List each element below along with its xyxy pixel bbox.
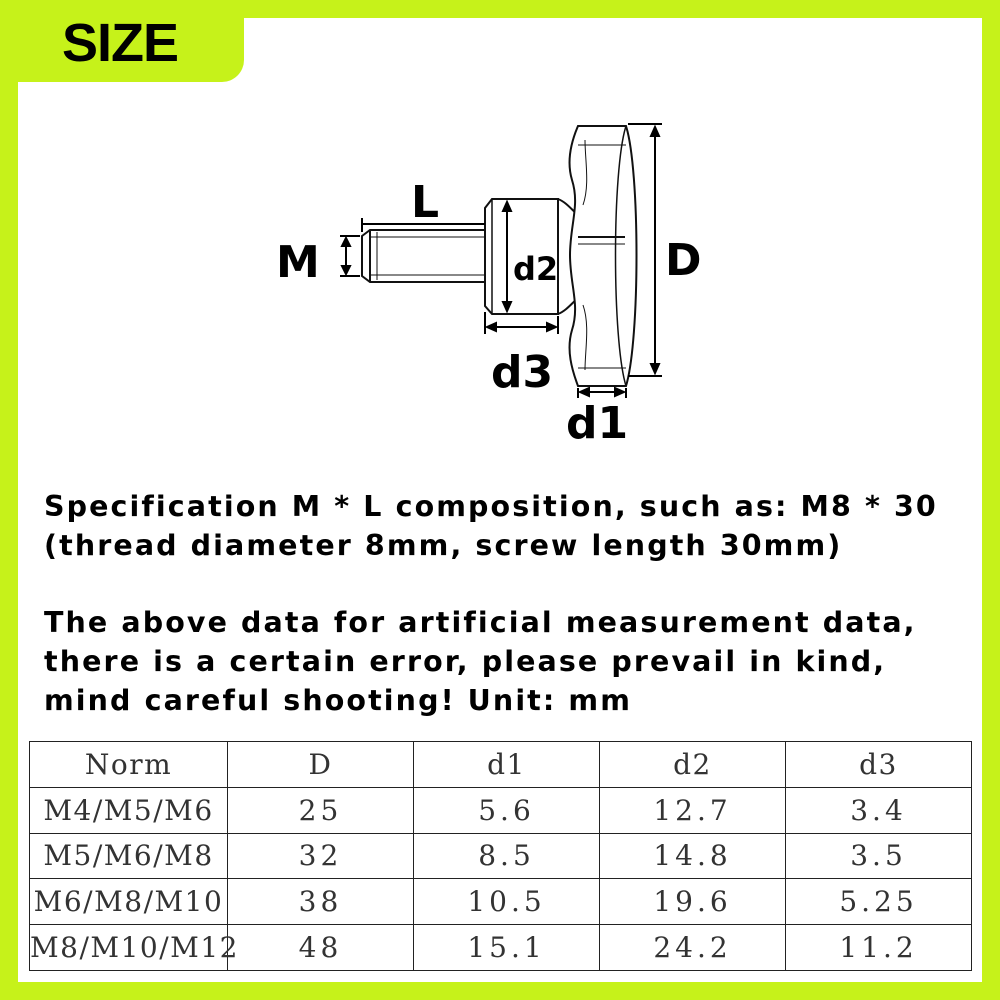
cell-D: 32 <box>228 833 414 879</box>
header-d2: d2 <box>600 742 786 788</box>
cell-d3: 3.4 <box>786 787 972 833</box>
label-L: L <box>411 177 440 228</box>
note-line-2: there is a certain error, please prevail in kind, <box>44 645 887 678</box>
cell-norm: M5/M6/M8 <box>30 833 228 879</box>
header-norm: Norm <box>30 742 228 788</box>
label-d2: d2 <box>513 250 559 288</box>
header-d1: d1 <box>414 742 600 788</box>
cell-D: 25 <box>228 787 414 833</box>
specification-paragraph <box>44 487 974 565</box>
cell-d3: 11.2 <box>786 925 972 971</box>
cell-D: 38 <box>228 879 414 925</box>
cell-d3: 3.5 <box>786 833 972 879</box>
size-badge-label: SIZE <box>62 13 179 73</box>
cell-d1: 15.1 <box>414 925 600 971</box>
cell-d1: 5.6 <box>414 787 600 833</box>
spec-line-1: Specification M * L composition, such as: M8 * 30 <box>44 490 938 523</box>
table-row <box>30 787 972 833</box>
table-row <box>30 879 972 925</box>
cell-norm: M4/M5/M6 <box>30 787 228 833</box>
header-D: D <box>228 742 414 788</box>
knob-dimension-diagram <box>0 0 1000 470</box>
header-d3: d3 <box>786 742 972 788</box>
cell-d3: 5.25 <box>786 879 972 925</box>
cell-norm: M6/M8/M10 <box>30 879 228 925</box>
note-line-1: The above data for artificial measurement data, <box>44 606 917 639</box>
cell-d1: 8.5 <box>414 833 600 879</box>
table-row <box>30 833 972 879</box>
label-M: M <box>276 237 320 288</box>
note-line-3: mind careful shooting! Unit: mm <box>44 684 633 717</box>
cell-d2: 24.2 <box>600 925 786 971</box>
cell-d2: 19.6 <box>600 879 786 925</box>
spec-line-2: (thread diameter 8mm, screw length 30mm) <box>44 529 843 562</box>
table-row <box>30 925 972 971</box>
label-d1: d1 <box>566 398 629 449</box>
measurement-note-paragraph <box>44 603 974 720</box>
size-table <box>29 741 972 971</box>
label-D: D <box>665 235 702 286</box>
cell-D: 48 <box>228 925 414 971</box>
cell-d2: 12.7 <box>600 787 786 833</box>
cell-norm: M8/M10/M12 <box>30 925 228 971</box>
label-d3: d3 <box>491 347 554 398</box>
cell-d2: 14.8 <box>600 833 786 879</box>
table-header-row <box>30 742 972 788</box>
cell-d1: 10.5 <box>414 879 600 925</box>
